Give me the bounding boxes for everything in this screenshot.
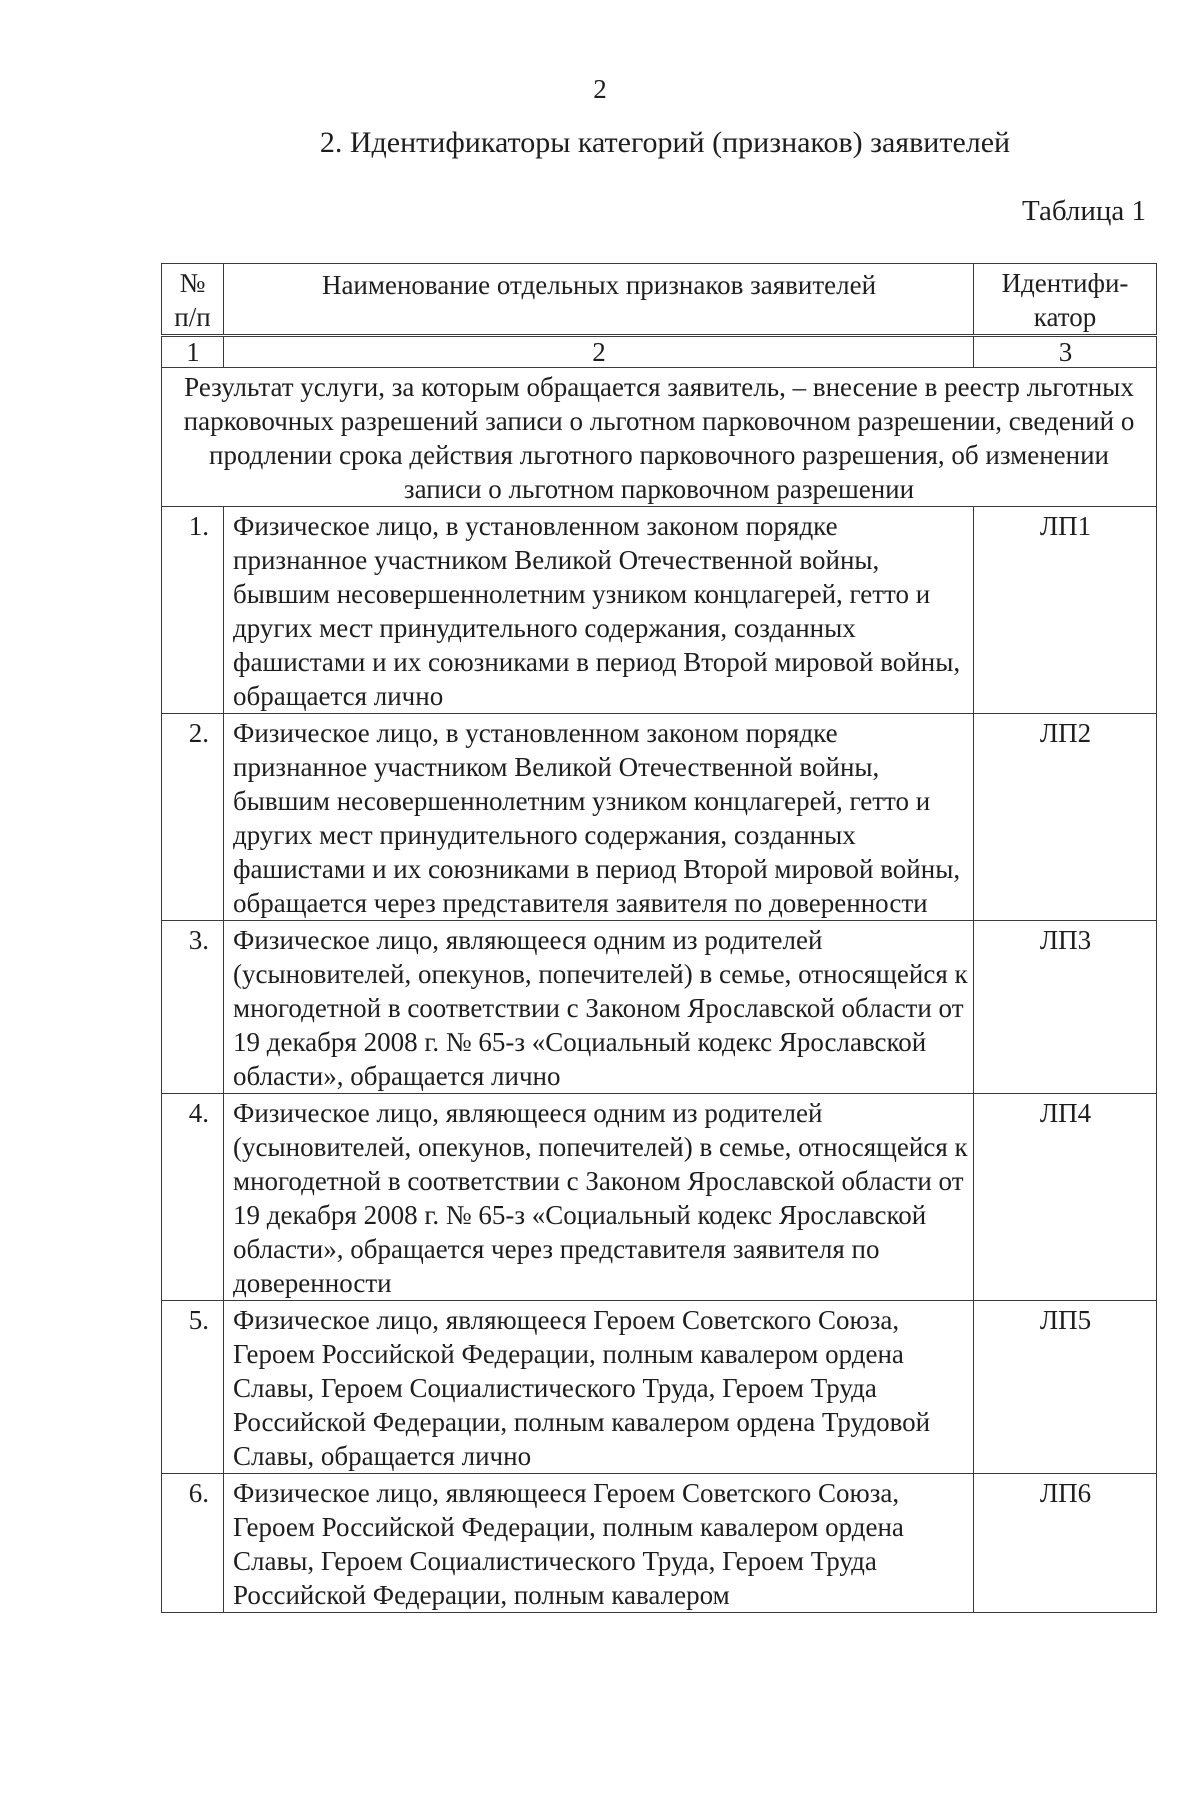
table-row	[162, 714, 1157, 921]
group-title-row	[162, 368, 1157, 507]
table-row	[162, 1474, 1157, 1613]
header-num	[162, 264, 224, 336]
row-number: 3.	[162, 921, 224, 1094]
column-number-2: 2	[224, 336, 974, 368]
row-description: Физическое лицо, в установленном законом порядке признанное участником Великой Отечественной войны, бывшим несовершеннолетним узником концлагерей, гетто и других мест принудительного содержания, созданных фашистами и их союзниками в период Второй мировой войны, обращается лично	[224, 507, 974, 714]
applicant-categories-table	[161, 263, 1157, 1613]
row-number: 1.	[162, 507, 224, 714]
row-identifier: ЛП6	[974, 1474, 1157, 1613]
row-description: Физическое лицо, являющееся Героем Советского Союза, Героем Российской Федерации, полным кавалером ордена Славы, Героем Социалистического Труда, Героем Труда Российской Федерации, полным кавалером ордена Трудовой Славы, обращается лично	[224, 1301, 974, 1474]
section-heading: 2. Идентификаторы категорий (признаков) заявителей	[319, 126, 1011, 159]
table-row	[162, 1094, 1157, 1301]
row-number: 6.	[162, 1474, 224, 1613]
row-identifier: ЛП4	[974, 1094, 1157, 1301]
row-description: Физическое лицо, являющееся одним из родителей (усыновителей, опекунов, попечителей) в семье, относящейся к многодетной в соответствии с Законом Ярославской области от 19 декабря 2008 г. № 65-з «Социальный кодекс Ярославской области», обращается через представителя заявителя по доверенности	[224, 1094, 974, 1301]
row-identifier: ЛП3	[974, 921, 1157, 1094]
row-description: Физическое лицо, в установленном законом порядке признанное участником Великой Отечественной войны, бывшим несовершеннолетним узником концлагерей, гетто и других мест принудительного содержания, созданных фашистами и их союзниками в период Второй мировой войны, обращается через представителя заявителя по доверенности	[224, 714, 974, 921]
table-caption: Таблица 1	[1021, 195, 1146, 227]
group-title: Результат услуги, за которым обращается заявитель, – внесение в реестр льготных парковочных разрешений записи о льготном парковочном разрешении, сведений о продлении срока действия льготного парковочного разрешения, об изменении записи о льготном парковочном разрешении	[162, 368, 1157, 507]
table-header-row	[162, 264, 1157, 336]
row-description: Физическое лицо, являющееся Героем Советского Союза, Героем Российской Федерации, полным кавалером ордена Славы, Героем Социалистического Труда, Героем Труда Российской Федерации, полным кавалером	[224, 1474, 974, 1613]
header-id: Идентифи-катор	[974, 264, 1157, 336]
row-number: 2.	[162, 714, 224, 921]
column-number-row	[162, 336, 1157, 368]
column-number-3: 3	[974, 336, 1157, 368]
row-description: Физическое лицо, являющееся одним из родителей (усыновителей, опекунов, попечителей) в семье, относящейся к многодетной в соответствии с Законом Ярославской области от 19 декабря 2008 г. № 65-з «Социальный кодекс Ярославской области», обращается лично	[224, 921, 974, 1094]
table-row	[162, 921, 1157, 1094]
page-number: 2	[593, 74, 607, 104]
table-row	[162, 1301, 1157, 1474]
table-row	[162, 507, 1157, 714]
header-num-label: № п/п	[174, 268, 211, 332]
header-name: Наименование отдельных признаков заявителей	[224, 264, 974, 336]
row-identifier: ЛП1	[974, 507, 1157, 714]
row-number: 5.	[162, 1301, 224, 1474]
row-number: 4.	[162, 1094, 224, 1301]
column-number-1: 1	[162, 336, 224, 368]
row-identifier: ЛП2	[974, 714, 1157, 921]
row-identifier: ЛП5	[974, 1301, 1157, 1474]
